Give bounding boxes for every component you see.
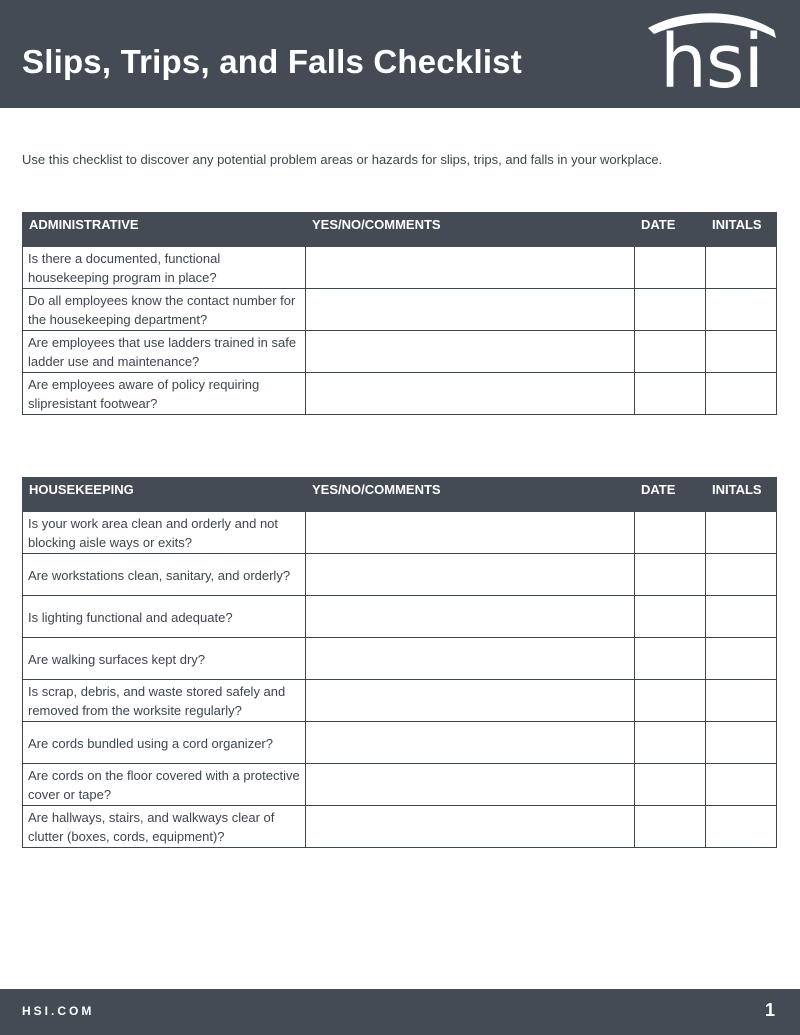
initials-cell[interactable]	[706, 247, 777, 289]
date-cell[interactable]	[635, 373, 706, 415]
intro-text: Use this checklist to discover any potential problem areas or hazards for slips, trips, and falls in your workplace.	[22, 152, 663, 167]
administrative-table	[22, 212, 777, 415]
table-row	[23, 722, 777, 764]
column-header-initials: INITALS	[706, 213, 777, 247]
comments-cell[interactable]	[306, 806, 635, 848]
table-row	[23, 331, 777, 373]
question-cell: Are workstations clean, sanitary, and orderly?	[23, 554, 306, 596]
table-header-row	[23, 213, 777, 247]
date-cell[interactable]	[635, 331, 706, 373]
initials-cell[interactable]	[706, 638, 777, 680]
date-cell[interactable]	[635, 554, 706, 596]
comments-cell[interactable]	[306, 638, 635, 680]
comments-cell[interactable]	[306, 247, 635, 289]
initials-cell[interactable]	[706, 722, 777, 764]
table-row	[23, 638, 777, 680]
comments-cell[interactable]	[306, 512, 635, 554]
initials-cell[interactable]	[706, 596, 777, 638]
initials-cell[interactable]	[706, 331, 777, 373]
table-row	[23, 680, 777, 722]
date-cell[interactable]	[635, 722, 706, 764]
housekeeping-table	[22, 477, 777, 848]
question-cell: Are hallways, stairs, and walkways clear of clutter (boxes, cords, equipment)?	[23, 806, 306, 848]
date-cell[interactable]	[635, 289, 706, 331]
column-header-date: DATE	[635, 213, 706, 247]
initials-cell[interactable]	[706, 764, 777, 806]
initials-cell[interactable]	[706, 554, 777, 596]
footer-site-link[interactable]: HSI.COM	[22, 1004, 95, 1018]
initials-cell[interactable]	[706, 289, 777, 331]
date-cell[interactable]	[635, 596, 706, 638]
question-cell: Do all employees know the contact number for the housekeeping department?	[23, 289, 306, 331]
comments-cell[interactable]	[306, 289, 635, 331]
question-cell: Is there a documented, functional housekeeping program in place?	[23, 247, 306, 289]
comments-cell[interactable]	[306, 680, 635, 722]
logo-wordmark: hsi	[660, 19, 764, 105]
question-cell: Are cords bundled using a cord organizer?	[23, 722, 306, 764]
question-cell: Is lighting functional and adequate?	[23, 596, 306, 638]
date-cell[interactable]	[635, 638, 706, 680]
page-title: Slips, Trips, and Falls Checklist	[22, 43, 522, 80]
comments-cell[interactable]	[306, 554, 635, 596]
page-footer	[0, 989, 800, 1035]
table-header-row	[23, 478, 777, 512]
hsi-logo	[640, 8, 780, 103]
question-cell: Is your work area clean and orderly and not blocking aisle ways or exits?	[23, 512, 306, 554]
table-row	[23, 764, 777, 806]
question-cell: Are walking surfaces kept dry?	[23, 638, 306, 680]
date-cell[interactable]	[635, 512, 706, 554]
date-cell[interactable]	[635, 680, 706, 722]
initials-cell[interactable]	[706, 806, 777, 848]
comments-cell[interactable]	[306, 596, 635, 638]
initials-cell[interactable]	[706, 373, 777, 415]
table-row	[23, 596, 777, 638]
table-row	[23, 512, 777, 554]
table-row	[23, 554, 777, 596]
date-cell[interactable]	[635, 247, 706, 289]
date-cell[interactable]	[635, 764, 706, 806]
column-header-section: ADMINISTRATIVE	[23, 213, 306, 247]
date-cell[interactable]	[635, 806, 706, 848]
column-header-section: HOUSEKEEPING	[23, 478, 306, 512]
table-row	[23, 289, 777, 331]
page-number: 1	[764, 1000, 775, 1020]
column-header-date: DATE	[635, 478, 706, 512]
column-header-comments: YES/NO/COMMENTS	[306, 478, 635, 512]
comments-cell[interactable]	[306, 373, 635, 415]
initials-cell[interactable]	[706, 512, 777, 554]
table-row	[23, 373, 777, 415]
question-cell: Are employees that use ladders trained in safe ladder use and maintenance?	[23, 331, 306, 373]
column-header-comments: YES/NO/COMMENTS	[306, 213, 635, 247]
question-cell: Are employees aware of policy requiring slipresistant footwear?	[23, 373, 306, 415]
question-cell: Are cords on the floor covered with a protective cover or tape?	[23, 764, 306, 806]
page-header	[0, 0, 800, 108]
initials-cell[interactable]	[706, 680, 777, 722]
comments-cell[interactable]	[306, 722, 635, 764]
comments-cell[interactable]	[306, 764, 635, 806]
table-row	[23, 247, 777, 289]
table-row	[23, 806, 777, 848]
question-cell: Is scrap, debris, and waste stored safely and removed from the worksite regularly?	[23, 680, 306, 722]
comments-cell[interactable]	[306, 331, 635, 373]
column-header-initials: INITALS	[706, 478, 777, 512]
